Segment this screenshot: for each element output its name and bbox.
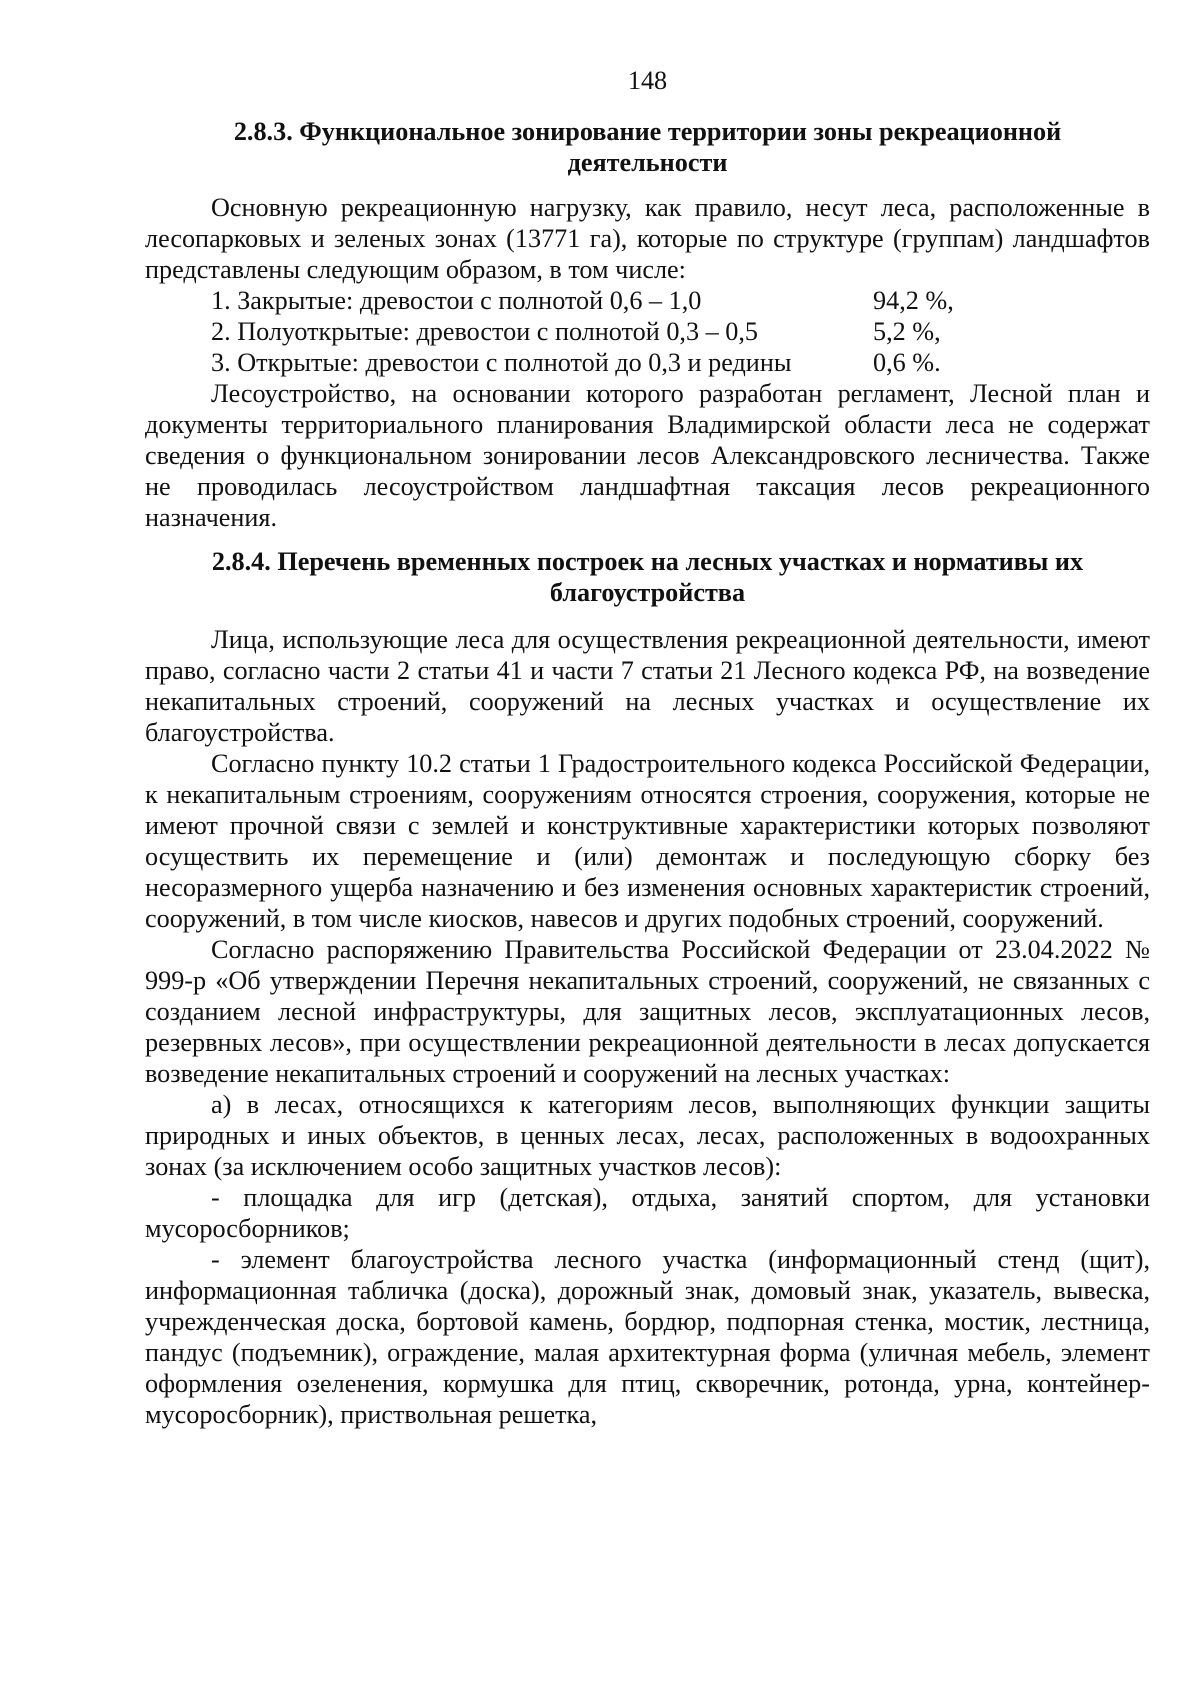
dash-list-item: - площадка для игр (детская), отдыха, занятий спортом, для установки мусоросборников; bbox=[145, 1183, 1150, 1243]
section-heading-2-8-4 bbox=[145, 546, 1150, 608]
list-item bbox=[145, 347, 1150, 378]
list-item-percent: 0,6 %. bbox=[873, 348, 941, 377]
list-item-text: 3. Открытые: древостои с полнотой до 0,3 и редины bbox=[211, 348, 792, 377]
list-item bbox=[145, 285, 1150, 316]
section-heading-line: деятельности bbox=[567, 148, 728, 177]
paragraph: Основную рекреационную нагрузку, как правило, несут леса, расположенные в лесопарковых и зеленых зонах (13771 га), которые по структуре (группам) ландшафтов представлены следующим образом, в том числе: bbox=[145, 193, 1150, 284]
landscape-group-list bbox=[145, 285, 1150, 378]
section-heading-line: 2.8.4. Перечень временных построек на лесных участках и нормативы их bbox=[211, 547, 1084, 576]
section-heading-2-8-3 bbox=[145, 116, 1150, 178]
list-item-text: 2. Полуоткрытые: древостои с полнотой 0,3 – 0,5 bbox=[211, 317, 758, 346]
paragraph: Согласно распоряжению Правительства Российской Федерации от 23.04.2022 № 999-р «Об утверждении Перечня некапитальных строений, сооружений, не связанных с созданием лесной инфраструктуры, для защитных лесов, эксплуатационных лесов, резервных лесов», при осуществлении рекреационной деятельности в лесах допускается возведение некапитальных строений и сооружений на лесных участках: bbox=[145, 935, 1150, 1088]
dash-list-item: - элемент благоустройства лесного участка (информационный стенд (щит), информационная табличка (доска), дорожный знак, домовый знак, указатель, вывеска, учрежденческая доска, бортовой камень, бордюр, подпорная стенка, мостик, лестница, пандус (подъемник), ограждение, малая архитектурная форма (уличная мебель, элемент оформления озеленения, кормушка для птиц, скворечник, ротонда, урна, контейнер-мусоросборник), приствольная решетка, bbox=[145, 1245, 1150, 1429]
list-item-percent: 5,2 %, bbox=[873, 317, 941, 346]
paragraph: Согласно пункту 10.2 статьи 1 Градостроительного кодекса Российской Федерации, к некапитальным строениям, сооружениям относятся строения, сооружения, которые не имеют прочной связи с землей и конструктивные характеристики которых позволяют осуществить их перемещение и (или) демонтаж и последующую сборку без несоразмерного ущерба назначению и без изменения основных характеристик строений, сооружений, в том числе киосков, навесов и других подобных строений, сооружений. bbox=[145, 749, 1150, 933]
section-heading-line: 2.8.3. Функциональное зонирование территории зоны рекреационной bbox=[233, 117, 1062, 146]
paragraph: а) в лесах, относящихся к категориям лесов, выполняющих функции защиты природных и иных объектов, в ценных лесах, лесах, расположенных в водоохранных зонах (за исключением особо защитных участков лесов): bbox=[145, 1090, 1150, 1181]
document-page bbox=[145, 60, 1150, 1430]
page-number: 148 bbox=[627, 66, 668, 95]
list-item-text: 1. Закрытые: древостои с полнотой 0,6 – 1,0 bbox=[211, 286, 702, 315]
list-item-percent: 94,2 %, bbox=[873, 286, 954, 315]
paragraph: Лица, использующие леса для осуществления рекреационной деятельности, имеют право, согласно части 2 статьи 41 и части 7 статьи 21 Лесного кодекса РФ, на возведение некапитальных строений, сооружений на лесных участках и осуществление их благоустройства. bbox=[145, 625, 1150, 747]
list-item bbox=[145, 316, 1150, 347]
paragraph: Лесоустройство, на основании которого разработан регламент, Лесной план и документы территориального планирования Владимирской области леса не содержат сведения о функциональном зонировании лесов Александровского лесничества. Также не проводилась лесоустройством ландшафтная таксация лесов рекреационного назначения. bbox=[145, 379, 1150, 532]
section-heading-line: благоустройства bbox=[549, 578, 746, 607]
